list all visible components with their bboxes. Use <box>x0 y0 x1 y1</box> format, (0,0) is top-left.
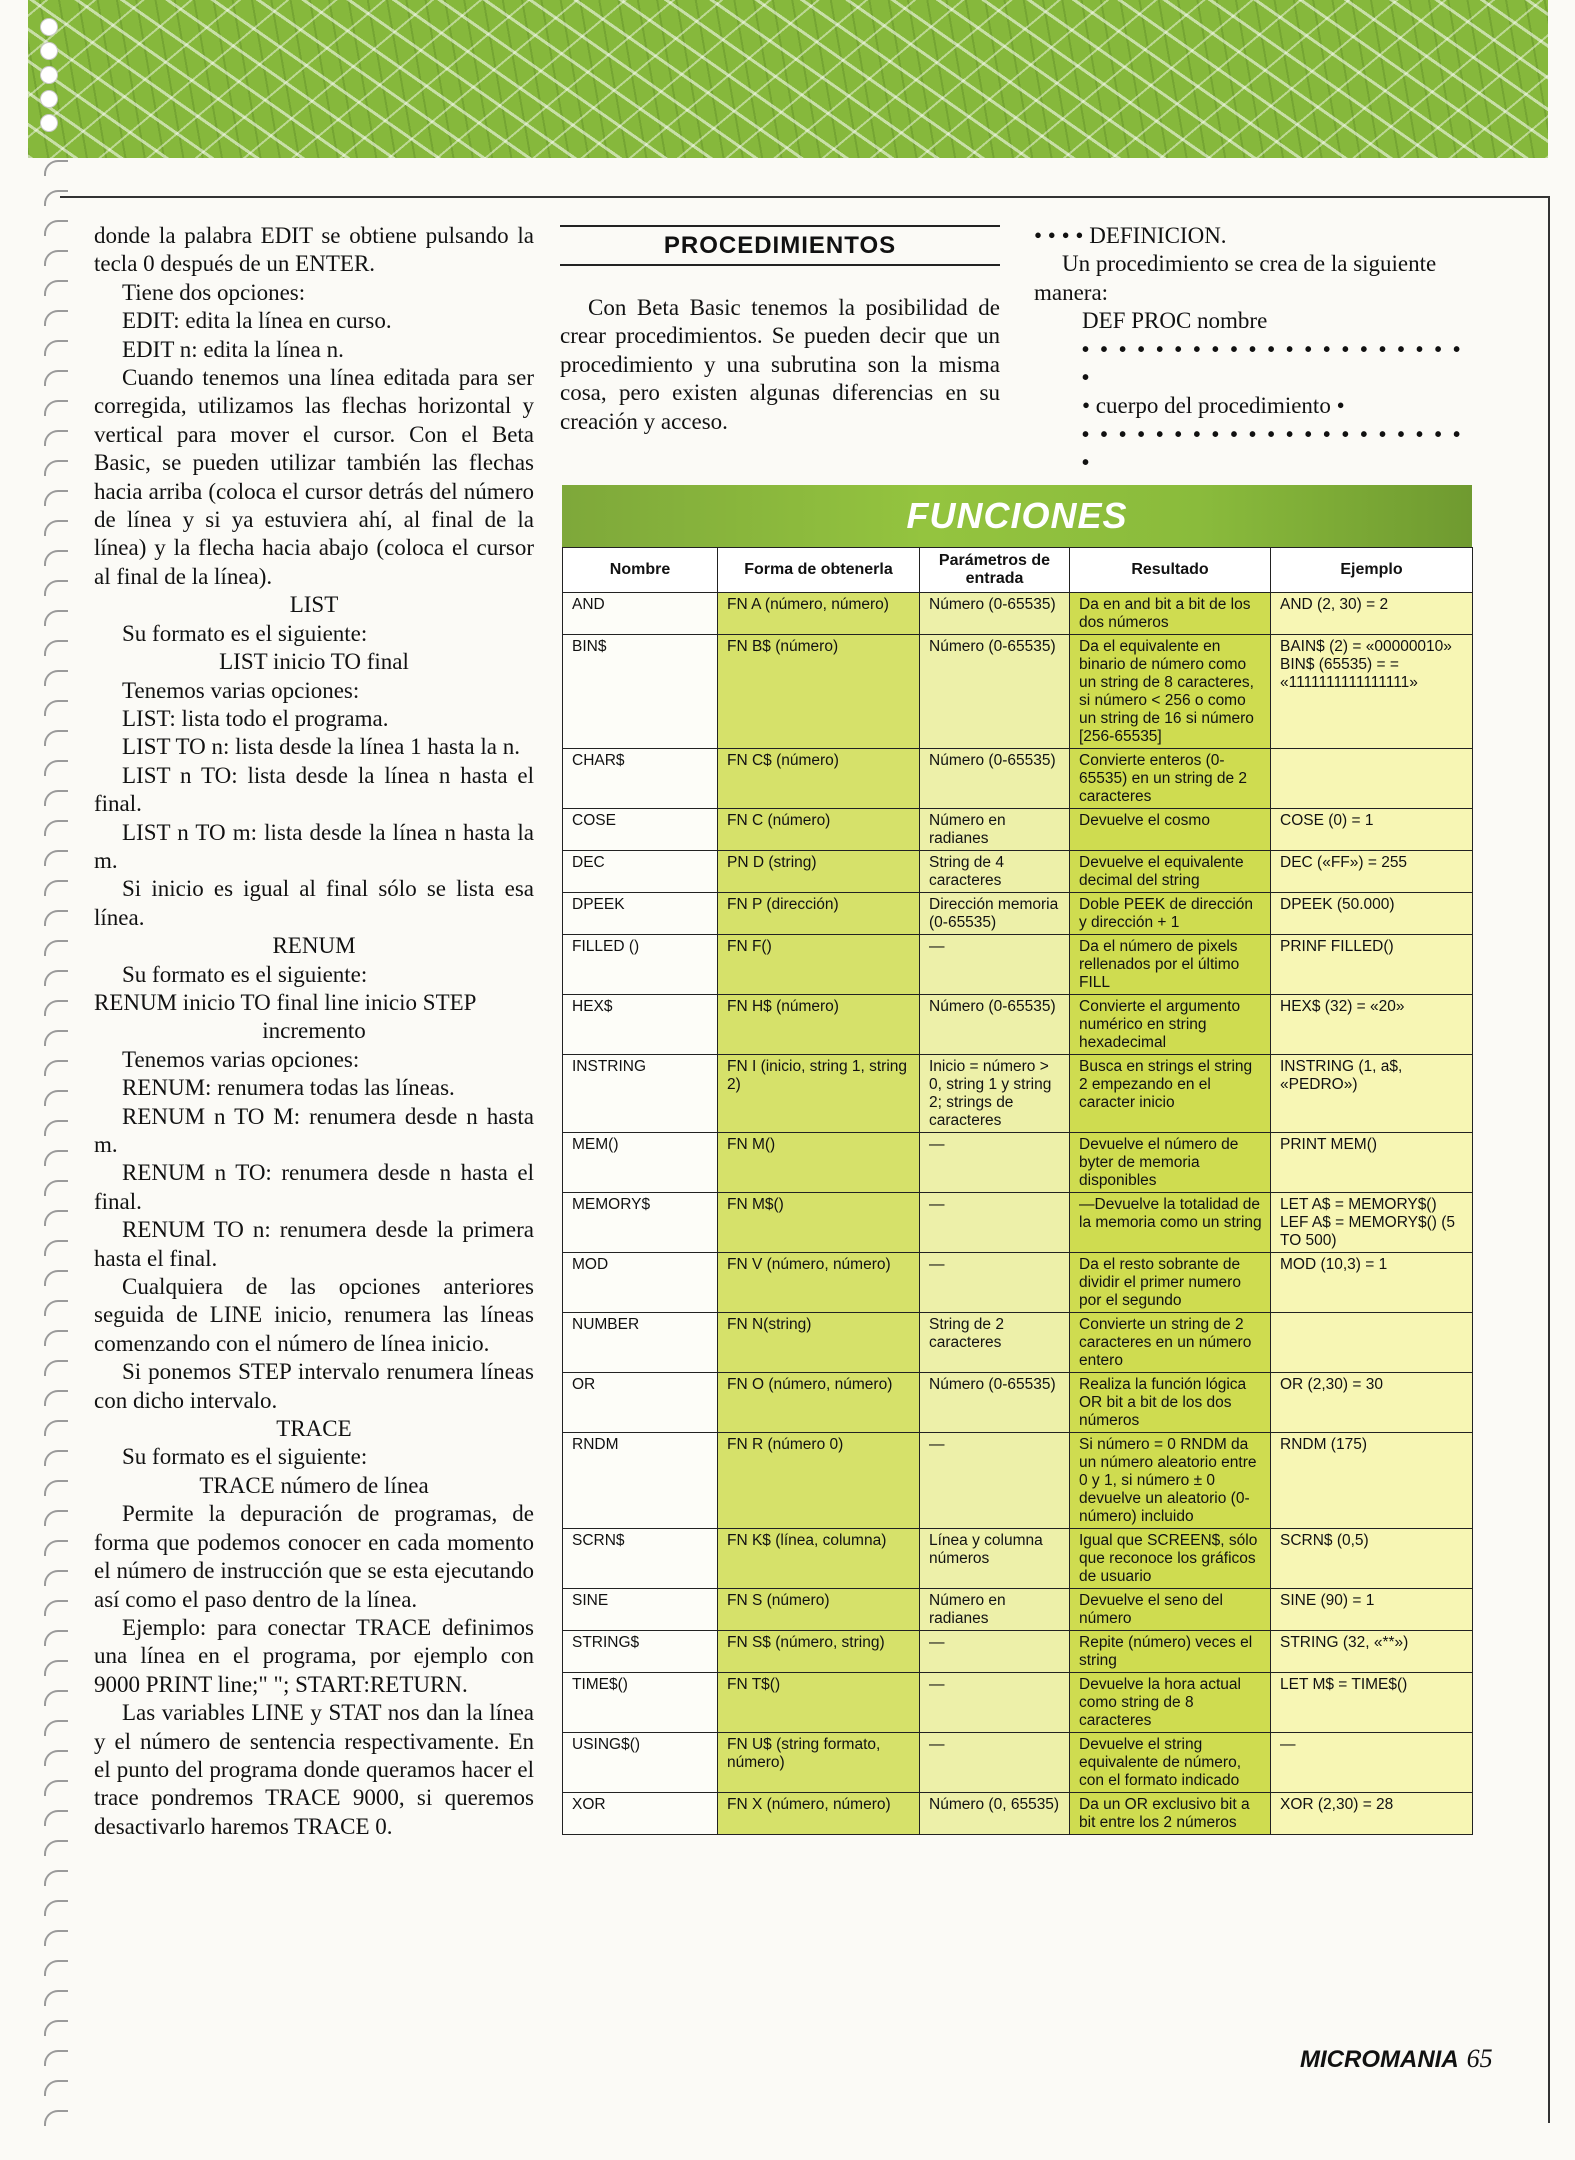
cell-resultado: Convierte el argumento numérico en string hexadecimal <box>1070 995 1271 1055</box>
table-row <box>563 635 1473 749</box>
cell-forma: FN T$() <box>718 1673 920 1733</box>
funciones-title: FUNCIONES <box>562 485 1472 547</box>
table-row <box>563 1733 1473 1793</box>
cell-forma: FN V (número, número) <box>718 1253 920 1313</box>
cell-ejemplo: HEX$ (32) = «20» <box>1271 995 1473 1055</box>
paragraph: Las variables LINE y STAT nos dan la línea y el número de sentencia respectivamente. En el punto del programa donde queramos hacer el trace pondremos TRACE 9000, si queremos desactivarlo haremos TRACE 0. <box>94 1700 534 1839</box>
cell-forma: FN U$ (string formato, número) <box>718 1733 920 1793</box>
paragraph: Si ponemos STEP intervalo renumera líneas con dicho intervalo. <box>94 1359 534 1413</box>
table-row <box>563 1193 1473 1253</box>
table-row <box>563 1055 1473 1133</box>
cell-parametros: — <box>920 1631 1070 1673</box>
cell-forma: FN K$ (línea, columna) <box>718 1529 920 1589</box>
cell-ejemplo: DPEEK (50.000) <box>1271 893 1473 935</box>
text-column-left <box>94 222 534 1841</box>
cell-resultado: Da en and bit a bit de los dos números <box>1070 593 1271 635</box>
cell-parametros: — <box>920 935 1070 995</box>
cell-resultado: Si número = 0 RNDM da un número aleatorio entre 0 y 1, si número ± 0 devuelve un aleatorio (0-número) incluido <box>1070 1433 1271 1529</box>
paragraph: Si inicio es igual al final sólo se lista esa línea. <box>94 876 534 930</box>
cell-forma: FN B$ (número) <box>718 635 920 749</box>
cell-nombre: SINE <box>563 1589 718 1631</box>
section-heading-procedimientos: PROCEDIMIENTOS <box>560 225 1000 266</box>
table-row <box>563 809 1473 851</box>
cell-ejemplo: MOD (10,3) = 1 <box>1271 1253 1473 1313</box>
cell-resultado: Convierte enteros (0-65535) en un string de 2 caracteres <box>1070 749 1271 809</box>
paragraph: EDIT: edita la línea en curso. <box>122 308 392 334</box>
table-header-row <box>563 548 1473 593</box>
table-row <box>563 995 1473 1055</box>
cell-parametros: — <box>920 1733 1070 1793</box>
cell-forma: FN I (inicio, string 1, string 2) <box>718 1055 920 1133</box>
cell-resultado: Da el resto sobrante de dividir el primer numero por el segundo <box>1070 1253 1271 1313</box>
paragraph: Cualquiera de las opciones anteriores seguida de LINE inicio, renumera las líneas comenzando con el número de línea inicio. <box>94 1274 534 1356</box>
cell-parametros: Número (0-65535) <box>920 1373 1070 1433</box>
cell-nombre: INSTRING <box>563 1055 718 1133</box>
paragraph: RENUM n TO: renumera desde n hasta el final. <box>94 1160 534 1214</box>
cell-ejemplo: DEC («FF») = 255 <box>1271 851 1473 893</box>
table-row <box>563 749 1473 809</box>
definicion-title: • • • • DEFINICION. <box>1034 223 1227 248</box>
table-row <box>563 1631 1473 1673</box>
table-row <box>563 1589 1473 1631</box>
header-parametros: Parámetros de entrada <box>920 548 1070 593</box>
cell-resultado: Devuelve el seno del número <box>1070 1589 1271 1631</box>
cell-nombre: BIN$ <box>563 635 718 749</box>
def-proc-line: DEF PROC nombre <box>1082 308 1268 334</box>
cell-parametros: Número (0-65535) <box>920 635 1070 749</box>
cell-resultado: Igual que SCREEN$, sólo que reconoce los gráficos de usuario <box>1070 1529 1271 1589</box>
magazine-name: MICROMANIA <box>1300 2046 1459 2073</box>
binder-hole <box>40 18 58 36</box>
cell-resultado: Da un OR exclusivo bit a bit entre los 2 números <box>1070 1793 1271 1835</box>
cell-nombre: DPEEK <box>563 893 718 935</box>
cell-parametros: Número (0, 65535) <box>920 1793 1070 1835</box>
table-row <box>563 1529 1473 1589</box>
paragraph: Su formato es el siguiente: <box>122 961 368 987</box>
cell-ejemplo: RNDM (175) <box>1271 1433 1473 1529</box>
cell-ejemplo: INSTRING (1, a$, «PEDRO») <box>1271 1055 1473 1133</box>
binder-hole <box>40 42 58 60</box>
funciones-table <box>562 547 1473 1835</box>
header-resultado: Resultado <box>1070 548 1271 593</box>
section-heading: TRACE <box>276 1416 352 1442</box>
paragraph: LIST: lista todo el programa. <box>122 705 389 731</box>
table-row <box>563 935 1473 995</box>
cell-forma: FN M$() <box>718 1193 920 1253</box>
cell-forma: FN M() <box>718 1133 920 1193</box>
cell-resultado: Devuelve la hora actual como string de 8 caracteres <box>1070 1673 1271 1733</box>
cell-ejemplo: SCRN$ (0,5) <box>1271 1529 1473 1589</box>
funciones-box <box>562 485 1472 1835</box>
cell-ejemplo: XOR (2,30) = 28 <box>1271 1793 1473 1835</box>
cell-parametros: — <box>920 1193 1070 1253</box>
cell-forma: FN C (número) <box>718 809 920 851</box>
cell-parametros: Número (0-65535) <box>920 593 1070 635</box>
table-row <box>563 1673 1473 1733</box>
paragraph: LIST n TO m: lista desde la línea n hasta la m. <box>94 819 534 873</box>
cell-forma: FN P (dirección) <box>718 893 920 935</box>
cell-forma: FN S$ (número, string) <box>718 1631 920 1673</box>
binder-holes <box>0 0 60 2160</box>
cell-forma: FN R (número 0) <box>718 1433 920 1529</box>
cell-resultado: Busca en strings el string 2 empezando en el caracter inicio <box>1070 1055 1271 1133</box>
cell-parametros: Número en radianes <box>920 1589 1070 1631</box>
table-row <box>563 1253 1473 1313</box>
cell-ejemplo: STRING (32, «**») <box>1271 1631 1473 1673</box>
cell-ejemplo: OR (2,30) = 30 <box>1271 1373 1473 1433</box>
cell-nombre: MEMORY$ <box>563 1193 718 1253</box>
section-heading: TRACE número de línea <box>199 1472 429 1498</box>
decorative-header-band <box>28 0 1548 158</box>
section-heading: RENUM <box>272 933 356 959</box>
cell-nombre: MOD <box>563 1253 718 1313</box>
cell-ejemplo: LET A$ = MEMORY$() LEF A$ = MEMORY$() (5 TO 500) <box>1271 1193 1473 1253</box>
procedimientos-paragraph: Con Beta Basic tenemos la posibilidad de crear procedimientos. Se pueden decir que un procedimiento y una subrutina son la misma cosa, pero existen algunas diferencias en su creación y acceso. <box>560 295 1000 434</box>
cell-nombre: XOR <box>563 1793 718 1835</box>
cell-nombre: USING$() <box>563 1733 718 1793</box>
cell-resultado: Da el equivalente en binario de número como un string de 8 caracteres, si número < 256 o como un string de 16 si número [256-65535] <box>1070 635 1271 749</box>
cell-parametros: Número (0-65535) <box>920 749 1070 809</box>
cell-nombre: NUMBER <box>563 1313 718 1373</box>
cell-forma: FN N(string) <box>718 1313 920 1373</box>
page-number: 65 <box>1466 2044 1493 2073</box>
cell-parametros: Número (0-65535) <box>920 995 1070 1055</box>
cell-parametros: — <box>920 1433 1070 1529</box>
cell-forma: FN H$ (número) <box>718 995 920 1055</box>
cell-resultado: Convierte un string de 2 caracteres en un número entero <box>1070 1313 1271 1373</box>
cell-nombre: AND <box>563 593 718 635</box>
cell-forma: FN O (número, número) <box>718 1373 920 1433</box>
table-row <box>563 1373 1473 1433</box>
cell-ejemplo: — <box>1271 1733 1473 1793</box>
cell-parametros: — <box>920 1673 1070 1733</box>
binder-hole <box>40 66 58 84</box>
cell-resultado: Devuelve el cosmo <box>1070 809 1271 851</box>
paragraph: RENUM: renumera todas las líneas. <box>122 1075 455 1101</box>
text-column-middle <box>560 225 1000 436</box>
header-ejemplo: Ejemplo <box>1271 548 1473 593</box>
section-heading: LIST <box>289 592 339 618</box>
cell-resultado: Repite (número) veces el string <box>1070 1631 1271 1673</box>
binder-hole <box>40 114 58 132</box>
table-row <box>563 851 1473 893</box>
cell-forma: FN A (número, número) <box>718 593 920 635</box>
paragraph: LIST n TO: lista desde la línea n hasta el final. <box>94 762 534 817</box>
paragraph: Ejemplo: para conectar TRACE definimos una línea en el programa, por ejemplo con 9000 PRINT line;" "; START:RETURN. <box>94 1614 534 1697</box>
cell-nombre: COSE <box>563 809 718 851</box>
table-row <box>563 1313 1473 1373</box>
cell-ejemplo: PRINT MEM() <box>1271 1133 1473 1193</box>
cell-nombre: STRING$ <box>563 1631 718 1673</box>
cell-resultado: Devuelve el equivalente decimal del string <box>1070 851 1271 893</box>
paragraph: Permite la depuración de programas, de forma que podemos conocer en cada momento el número de instrucción que se esta ejecutando así como el paso dentro de la línea. <box>94 1501 534 1612</box>
header-nombre: Nombre <box>563 548 718 593</box>
cell-resultado: Devuelve el string equivalente de número, con el formato indicado <box>1070 1733 1271 1793</box>
cell-nombre: TIME$() <box>563 1673 718 1733</box>
cell-nombre: OR <box>563 1373 718 1433</box>
cell-nombre: SCRN$ <box>563 1529 718 1589</box>
page-footer <box>1300 2044 1493 2074</box>
cell-resultado: Devuelve el número de byter de memoria disponibles <box>1070 1133 1271 1193</box>
header-forma: Forma de obtenerla <box>718 548 920 593</box>
cell-parametros: — <box>920 1133 1070 1193</box>
cell-nombre: RNDM <box>563 1433 718 1529</box>
paragraph: donde la palabra EDIT se obtiene pulsando la tecla 0 después de un ENTER. <box>94 223 534 277</box>
table-row <box>563 1133 1473 1193</box>
cell-nombre: DEC <box>563 851 718 893</box>
paragraph: Tenemos varias opciones: <box>122 677 360 703</box>
cell-ejemplo <box>1271 749 1473 809</box>
binder-hole <box>40 90 58 108</box>
section-heading: incremento <box>262 1018 366 1044</box>
cell-ejemplo: SINE (90) = 1 <box>1271 1589 1473 1631</box>
cell-forma: FN F() <box>718 935 920 995</box>
table-row <box>563 1793 1473 1835</box>
cell-parametros: Dirección memoria (0-65535) <box>920 893 1070 935</box>
paragraph: RENUM n TO M: renumera desde n hasta m. <box>94 1103 534 1157</box>
proc-body-line: • cuerpo del procedimiento • <box>1082 393 1345 419</box>
cell-ejemplo: COSE (0) = 1 <box>1271 809 1473 851</box>
cell-nombre: MEM() <box>563 1133 718 1193</box>
paragraph: RENUM TO n: renumera desde la primera hasta el final. <box>94 1217 534 1271</box>
paragraph: RENUM inicio TO final line inicio STEP <box>94 989 477 1015</box>
spiral-ring <box>44 160 68 176</box>
cell-nombre: HEX$ <box>563 995 718 1055</box>
cell-forma: FN X (número, número) <box>718 1793 920 1835</box>
cell-parametros: Inicio = número > 0, string 1 y string 2; strings de caracteres <box>920 1055 1070 1133</box>
dots-line-1: • • • • • • • • • • • • • • • • • • • • • • <box>1082 338 1464 390</box>
cell-ejemplo: LET M$ = TIME$() <box>1271 1673 1473 1733</box>
cell-ejemplo <box>1271 1313 1473 1373</box>
table-row <box>563 1433 1473 1529</box>
paragraph: Tiene dos opciones: <box>122 279 306 305</box>
paragraph: Su formato es el siguiente: <box>122 620 368 646</box>
text-column-right <box>1034 222 1474 510</box>
cell-ejemplo: AND (2, 30) = 2 <box>1271 593 1473 635</box>
cell-nombre: FILLED () <box>563 935 718 995</box>
dots-line-2: • • • • • • • • • • • • • • • • • • • • • • <box>1082 423 1464 475</box>
cell-resultado: Realiza la función lógica OR bit a bit de los dos números <box>1070 1373 1271 1433</box>
table-row <box>563 593 1473 635</box>
cell-forma: PN D (string) <box>718 851 920 893</box>
cell-parametros: String de 2 caracteres <box>920 1313 1070 1373</box>
paragraph: EDIT n: edita la línea n. <box>122 336 344 362</box>
cell-forma: FN C$ (número) <box>718 749 920 809</box>
paragraph: Cuando tenemos una línea editada para ser corregida, utilizamos las flechas horizontal y vertical para mover el cursor. Con el Beta Basic, se pueden utilizar también las flechas hacia arriba (coloca el cursor detrás del número de línea y si ya estuviera ahí, al final de la línea) y la flecha hacia abajo (coloca el cursor al final de la línea). <box>94 365 534 589</box>
cell-ejemplo: BAIN$ (2) = «00000010» BIN$ (65535) = = «1111111111111111» <box>1271 635 1473 749</box>
cell-nombre: CHAR$ <box>563 749 718 809</box>
paragraph: LIST TO n: lista desde la línea 1 hasta la n. <box>122 734 520 760</box>
cell-parametros: Línea y columna números <box>920 1529 1070 1589</box>
cell-resultado: —Devuelve la totalidad de la memoria como un string <box>1070 1193 1271 1253</box>
cell-parametros: — <box>920 1253 1070 1313</box>
paragraph: Su formato es el siguiente: <box>122 1444 368 1470</box>
table-row <box>563 893 1473 935</box>
definicion-intro: Un procedimiento se crea de la siguiente manera: <box>1034 251 1437 305</box>
cell-forma: FN S (número) <box>718 1589 920 1631</box>
cell-resultado: Da el número de pixels rellenados por el último FILL <box>1070 935 1271 995</box>
section-heading: LIST inicio TO final <box>219 649 409 675</box>
cell-resultado: Doble PEEK de dirección y dirección + 1 <box>1070 893 1271 935</box>
paragraph: Tenemos varias opciones: <box>122 1046 360 1072</box>
cell-parametros: String de 4 caracteres <box>920 851 1070 893</box>
cell-parametros: Número en radianes <box>920 809 1070 851</box>
cell-ejemplo: PRINF FILLED() <box>1271 935 1473 995</box>
